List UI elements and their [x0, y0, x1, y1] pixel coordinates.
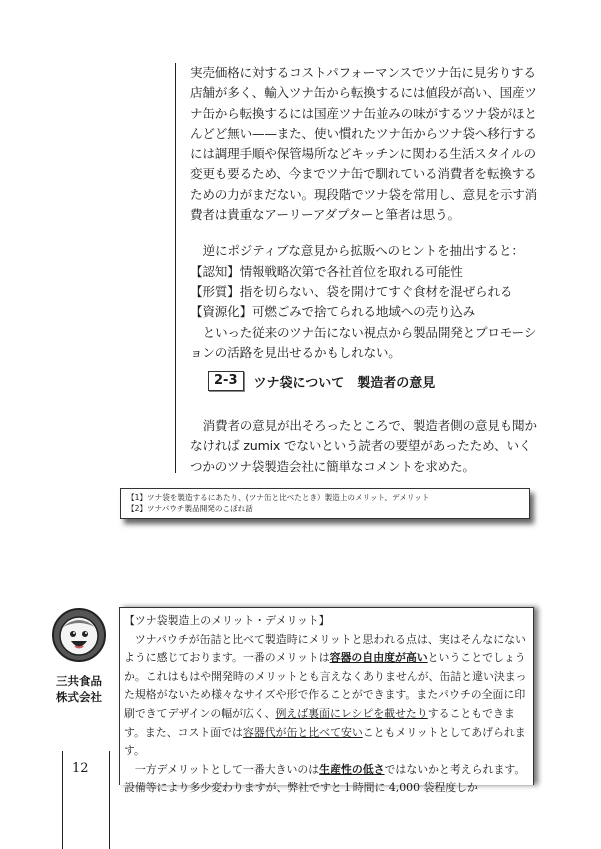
section-title: ツナ袋について 製造者の意見 [253, 375, 436, 391]
consumer-paragraph: 消費者の意見が出そろったところで、製造者側の意見も聞かなければ zumix でないという読者の要望があったため、いくつかのツナ袋製造会社に簡単なコメントを求めた。 [190, 418, 537, 474]
question-item: 【1】ツナ袋を製造するにあたり、(ツナ缶と比べたとき）製造上のメリット、デメリット [127, 493, 430, 502]
answer-box [119, 607, 534, 795]
answer-underline: 容器代が缶と比べて安い [242, 725, 363, 739]
company-name-line2: 株式会社 [56, 690, 102, 704]
answer-text: 一方デメリットとして一番大きいのは [134, 762, 320, 776]
hint-item: 【形質】指を切らない、袋を開けてすぐ食材を混ぜられる [190, 283, 513, 299]
main-paragraph-1: 実売価格に対するコストパフォーマンスでツナ缶に見劣りする店舗が多く、輸入ツナ缶から転換するには値段が高い、国産ツナ缶から転換するには国産ツナ缶並みの味がするツナ袋がほとんどど無い——また、使い慣れたツナ缶からツナ袋へ移行するには調理手順や保管場所などキッチンに関わる生活スタイルの変更も要るため、今までツナ缶で馴れている消費者を転換するための力がまだない。現段階でツナ袋を常用し、意見を示す消費者は貴重なアーリーアダプターと筆者は思う。 [190, 65, 538, 223]
answer-paragraph-2 [124, 761, 529, 798]
answer-heading: 【ツナ袋製造上のメリット・デメリット】 [124, 614, 330, 627]
sidebar-rule-left [62, 751, 63, 849]
company-name-line1: 三共食品 [56, 674, 102, 688]
answer-text: ということでしょうか。これはもはや開発時のメリットとも言えなくありませんが、缶詰と違い決まった規格がないため様々なサイズや形で作ることができます。またパウチの全面に印刷できてデザインの幅が広く、 [124, 651, 527, 720]
section-heading [208, 371, 435, 391]
section-number: 2-3 [208, 371, 244, 391]
hint-item: 【認知】情報戦略次第で各社首位を取れる可能性 [190, 263, 463, 279]
answer-paragraph-1 [124, 631, 529, 761]
sidebar-rule-right [109, 751, 110, 849]
question-box [120, 488, 530, 519]
company-mascot-logo [51, 607, 107, 663]
hints-intro: 逆にポジティブな意見から拡販へのヒントを抽出すると： [202, 243, 524, 259]
answer-emphasis: 容器の自由度が高い [329, 651, 428, 665]
hint-item: 【資源化】可燃ごみで捨てられる地域への売り込み [190, 304, 476, 320]
page-number: 12 [72, 761, 89, 776]
answer-text: ではないかと考えられます。設備等により多少変わりますが、弊社ですと１時間に 4,000 袋程度しか [124, 762, 526, 795]
answer-underline: 例えば裏面にレシピを載せたり [275, 706, 428, 720]
main-text-block [190, 63, 542, 363]
hints-outro: といった従来のツナ缶にない視点から製品開発とプロモーションの活路を見出せるかもしれない。 [190, 324, 537, 360]
answer-text: することもできます。また、コスト面では [124, 706, 515, 739]
answer-text: ツナパウチが缶詰と比べて製造時にメリットと思われる点は、実はそんなにないように感じております。一番のメリットは [124, 632, 526, 665]
main-column-rule [175, 63, 176, 473]
company-name [48, 673, 110, 705]
answer-text: こともメリットとしてあげられます。 [124, 725, 526, 758]
answer-emphasis: 生産性の低さ [319, 762, 385, 776]
question-item: 【2】ツナパウチ製品開発のこぼれ話 [127, 504, 253, 513]
